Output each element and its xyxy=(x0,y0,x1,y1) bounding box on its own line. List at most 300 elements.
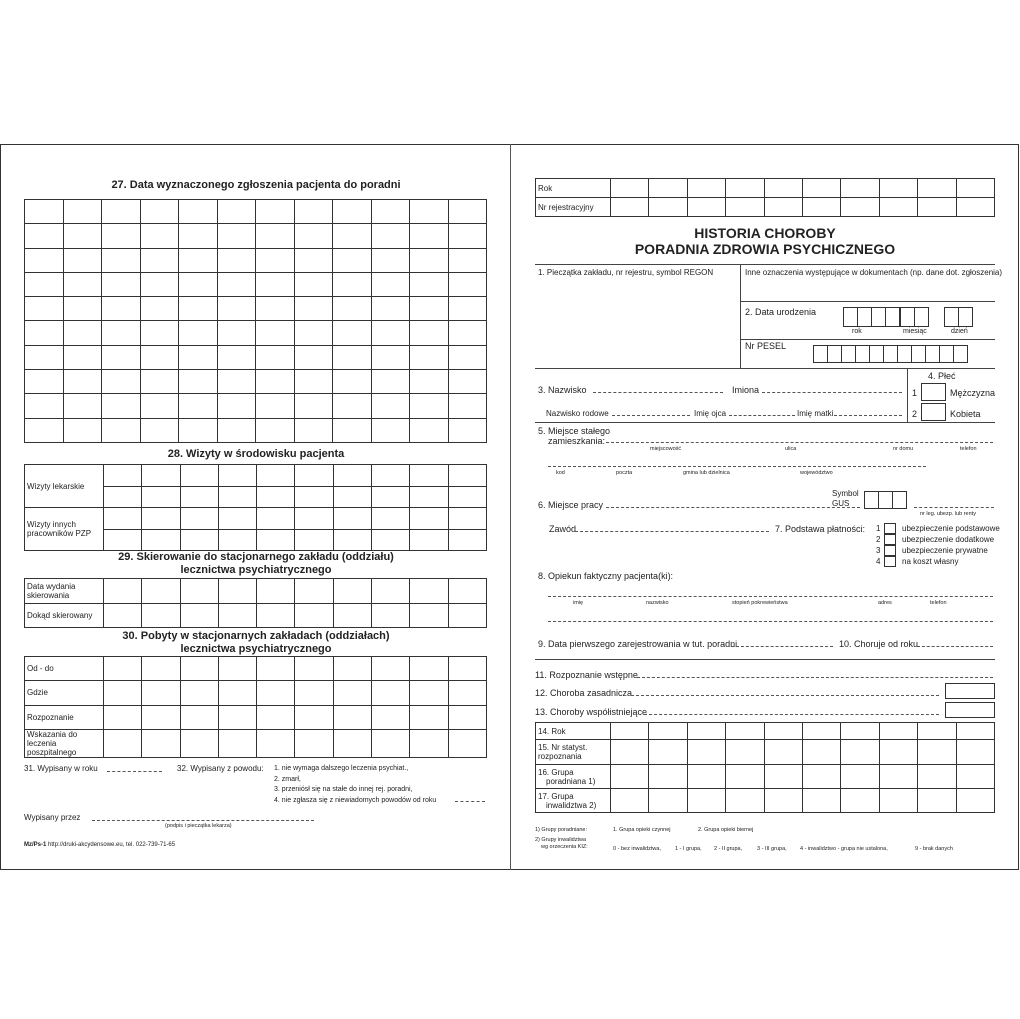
statistics-cell[interactable] xyxy=(611,740,649,765)
referral-cell[interactable] xyxy=(218,579,256,604)
date-cell[interactable] xyxy=(410,418,449,442)
stay-cell[interactable] xyxy=(257,729,295,757)
pesel-cells[interactable] xyxy=(813,345,967,363)
visit-cell[interactable] xyxy=(180,529,218,551)
visit-cell[interactable] xyxy=(180,508,218,530)
date-cell[interactable] xyxy=(256,394,295,418)
payment-option-checkbox[interactable] xyxy=(884,523,896,534)
registration-cell[interactable] xyxy=(802,198,840,217)
date-cell[interactable] xyxy=(256,200,295,224)
date-cell[interactable] xyxy=(410,297,449,321)
statistics-cell[interactable] xyxy=(956,740,994,765)
main-disease-line[interactable] xyxy=(631,695,939,696)
visit-cell[interactable] xyxy=(257,508,295,530)
date-cell[interactable] xyxy=(140,200,179,224)
registration-cell[interactable] xyxy=(918,179,956,198)
date-cell[interactable] xyxy=(371,224,410,248)
stay-cell[interactable] xyxy=(180,729,218,757)
date-cell[interactable] xyxy=(371,297,410,321)
date-cell[interactable] xyxy=(102,200,141,224)
visit-cell[interactable] xyxy=(257,529,295,551)
visit-cell[interactable] xyxy=(218,529,256,551)
date-cell[interactable] xyxy=(63,272,102,296)
visit-cell[interactable] xyxy=(333,465,371,487)
visit-cell[interactable] xyxy=(180,465,218,487)
date-cell[interactable] xyxy=(63,321,102,345)
first-registration-line[interactable] xyxy=(731,646,833,647)
father-name-line[interactable] xyxy=(729,415,795,416)
date-cell[interactable] xyxy=(25,394,64,418)
maiden-name-line[interactable] xyxy=(612,415,690,416)
stay-cell[interactable] xyxy=(372,681,410,705)
date-cell[interactable] xyxy=(217,345,256,369)
date-cell[interactable] xyxy=(140,370,179,394)
visit-cell[interactable] xyxy=(448,465,486,487)
payment-option-checkbox[interactable] xyxy=(884,545,896,556)
date-cell[interactable] xyxy=(448,224,487,248)
visit-cell[interactable] xyxy=(372,486,410,508)
date-cell[interactable] xyxy=(25,248,64,272)
pesel-digit-cell[interactable] xyxy=(911,345,926,363)
registration-cell[interactable] xyxy=(649,179,687,198)
registration-cell[interactable] xyxy=(841,198,879,217)
statistics-cell[interactable] xyxy=(726,740,764,765)
stay-cell[interactable] xyxy=(142,705,180,729)
stay-cell[interactable] xyxy=(218,657,256,681)
pesel-digit-cell[interactable] xyxy=(869,345,884,363)
visit-cell[interactable] xyxy=(295,529,333,551)
date-cell[interactable] xyxy=(63,200,102,224)
statistics-cell[interactable] xyxy=(687,723,725,740)
stay-cell[interactable] xyxy=(333,729,371,757)
date-cell[interactable] xyxy=(140,321,179,345)
referral-cell[interactable] xyxy=(218,603,256,628)
stay-cell[interactable] xyxy=(180,657,218,681)
initial-diagnosis-line[interactable] xyxy=(637,677,993,678)
date-cell[interactable] xyxy=(63,370,102,394)
date-cell[interactable] xyxy=(448,321,487,345)
statistics-cell[interactable] xyxy=(956,789,994,813)
date-cell[interactable] xyxy=(179,418,218,442)
date-cell[interactable] xyxy=(179,272,218,296)
visit-cell[interactable] xyxy=(218,486,256,508)
date-cell[interactable] xyxy=(25,272,64,296)
date-cell[interactable] xyxy=(333,345,372,369)
date-cell[interactable] xyxy=(25,200,64,224)
referral-cell[interactable] xyxy=(372,603,410,628)
registration-cell[interactable] xyxy=(918,198,956,217)
registration-cell[interactable] xyxy=(879,179,917,198)
statistics-cell[interactable] xyxy=(649,740,687,765)
date-cell[interactable] xyxy=(179,394,218,418)
insurance-no-line[interactable] xyxy=(914,507,994,508)
statistics-cell[interactable] xyxy=(649,723,687,740)
visit-cell[interactable] xyxy=(104,486,142,508)
stay-cell[interactable] xyxy=(218,705,256,729)
date-cell[interactable] xyxy=(102,321,141,345)
date-cell[interactable] xyxy=(217,418,256,442)
date-cell[interactable] xyxy=(410,248,449,272)
date-cell[interactable] xyxy=(371,418,410,442)
statistics-cell[interactable] xyxy=(611,765,649,789)
stay-cell[interactable] xyxy=(410,729,448,757)
date-cell[interactable] xyxy=(256,248,295,272)
visit-cell[interactable] xyxy=(448,486,486,508)
stay-cell[interactable] xyxy=(372,705,410,729)
referral-cell[interactable] xyxy=(333,603,371,628)
date-cell[interactable] xyxy=(256,297,295,321)
registration-cell[interactable] xyxy=(956,179,994,198)
stay-cell[interactable] xyxy=(448,681,486,705)
main-disease-code-box[interactable] xyxy=(945,683,995,699)
visit-cell[interactable] xyxy=(295,486,333,508)
stay-cell[interactable] xyxy=(333,705,371,729)
visit-cell[interactable] xyxy=(410,486,448,508)
statistics-cell[interactable] xyxy=(879,723,917,740)
guardian-line-1[interactable] xyxy=(548,596,993,597)
first-names-line[interactable] xyxy=(762,392,902,393)
visit-cell[interactable] xyxy=(372,508,410,530)
date-cell[interactable] xyxy=(63,248,102,272)
stay-cell[interactable] xyxy=(218,681,256,705)
address-line-1[interactable] xyxy=(606,442,993,443)
referral-cell[interactable] xyxy=(180,603,218,628)
registration-cell[interactable] xyxy=(764,179,802,198)
date-cell[interactable] xyxy=(140,345,179,369)
stay-cell[interactable] xyxy=(257,657,295,681)
date-cell[interactable] xyxy=(448,345,487,369)
statistics-cell[interactable] xyxy=(841,723,879,740)
date-cell[interactable] xyxy=(63,394,102,418)
stay-cell[interactable] xyxy=(295,681,333,705)
stay-cell[interactable] xyxy=(372,729,410,757)
date-cell[interactable] xyxy=(333,370,372,394)
ill-since-line[interactable] xyxy=(917,646,993,647)
visit-cell[interactable] xyxy=(104,465,142,487)
visit-cell[interactable] xyxy=(142,508,180,530)
stay-cell[interactable] xyxy=(142,681,180,705)
statistics-cell[interactable] xyxy=(956,765,994,789)
stay-cell[interactable] xyxy=(333,657,371,681)
stay-cell[interactable] xyxy=(333,681,371,705)
date-cell[interactable] xyxy=(448,394,487,418)
date-cell[interactable] xyxy=(448,297,487,321)
date-cell[interactable] xyxy=(25,224,64,248)
statistics-cell[interactable] xyxy=(764,789,802,813)
date-cell[interactable] xyxy=(140,297,179,321)
statistics-cell[interactable] xyxy=(918,789,956,813)
date-cell[interactable] xyxy=(63,345,102,369)
referral-cell[interactable] xyxy=(142,579,180,604)
date-cell[interactable] xyxy=(25,370,64,394)
stay-cell[interactable] xyxy=(410,681,448,705)
stay-cell[interactable] xyxy=(104,681,142,705)
mother-name-line[interactable] xyxy=(834,415,902,416)
statistics-cell[interactable] xyxy=(918,723,956,740)
referral-cell[interactable] xyxy=(448,579,486,604)
date-cell[interactable] xyxy=(410,272,449,296)
stay-cell[interactable] xyxy=(104,705,142,729)
referral-cell[interactable] xyxy=(104,603,142,628)
payment-option-checkbox[interactable] xyxy=(884,556,896,567)
stay-cell[interactable] xyxy=(295,729,333,757)
stay-cell[interactable] xyxy=(257,705,295,729)
date-cell[interactable] xyxy=(217,200,256,224)
date-cell[interactable] xyxy=(102,394,141,418)
registration-cell[interactable] xyxy=(611,179,649,198)
date-cell[interactable] xyxy=(333,297,372,321)
date-cell[interactable] xyxy=(371,272,410,296)
statistics-cell[interactable] xyxy=(918,740,956,765)
birth-day-cells[interactable] xyxy=(944,307,972,327)
registration-cell[interactable] xyxy=(687,198,725,217)
date-cell[interactable] xyxy=(140,248,179,272)
referral-cell[interactable] xyxy=(295,579,333,604)
date-cell[interactable] xyxy=(102,370,141,394)
registration-cell[interactable] xyxy=(649,198,687,217)
date-cell[interactable] xyxy=(102,272,141,296)
birth-month-cells[interactable] xyxy=(900,307,928,327)
stay-cell[interactable] xyxy=(180,705,218,729)
statistics-cell[interactable] xyxy=(649,789,687,813)
visit-cell[interactable] xyxy=(295,508,333,530)
date-cell[interactable] xyxy=(371,345,410,369)
statistics-cell[interactable] xyxy=(879,740,917,765)
date-cell[interactable] xyxy=(256,370,295,394)
visit-cell[interactable] xyxy=(180,486,218,508)
visit-cell[interactable] xyxy=(218,508,256,530)
date-cell[interactable] xyxy=(294,224,333,248)
date-cell[interactable] xyxy=(217,321,256,345)
registration-cell[interactable] xyxy=(611,198,649,217)
date-cell[interactable] xyxy=(448,248,487,272)
comorbidities-code-box[interactable] xyxy=(945,702,995,718)
date-cell[interactable] xyxy=(256,418,295,442)
referral-cell[interactable] xyxy=(180,579,218,604)
statistics-cell[interactable] xyxy=(611,789,649,813)
pesel-digit-cell[interactable] xyxy=(841,345,856,363)
date-cell[interactable] xyxy=(410,394,449,418)
address-line-2[interactable] xyxy=(548,466,926,467)
statistics-cell[interactable] xyxy=(802,765,840,789)
sex-female-checkbox[interactable] xyxy=(921,403,946,421)
date-cell[interactable] xyxy=(217,297,256,321)
date-cell[interactable] xyxy=(294,272,333,296)
registration-cell[interactable] xyxy=(802,179,840,198)
statistics-cell[interactable] xyxy=(841,765,879,789)
sex-male-checkbox[interactable] xyxy=(921,383,946,401)
statistics-cell[interactable] xyxy=(841,740,879,765)
date-cell[interactable] xyxy=(294,321,333,345)
pesel-digit-cell[interactable] xyxy=(939,345,954,363)
date-cell[interactable] xyxy=(294,418,333,442)
discharged-by-line[interactable] xyxy=(92,820,314,821)
gus-symbol-cells[interactable] xyxy=(864,491,906,509)
date-cell[interactable] xyxy=(410,321,449,345)
referral-cell[interactable] xyxy=(257,603,295,628)
date-cell[interactable] xyxy=(410,200,449,224)
visit-cell[interactable] xyxy=(142,465,180,487)
statistics-cell[interactable] xyxy=(726,789,764,813)
surname-line[interactable] xyxy=(593,392,723,393)
stay-cell[interactable] xyxy=(295,657,333,681)
date-cell[interactable] xyxy=(63,297,102,321)
stay-cell[interactable] xyxy=(104,657,142,681)
date-cell[interactable] xyxy=(256,321,295,345)
date-cell[interactable] xyxy=(371,200,410,224)
date-cell[interactable] xyxy=(333,248,372,272)
date-cell[interactable] xyxy=(25,321,64,345)
statistics-cell[interactable] xyxy=(879,789,917,813)
visit-cell[interactable] xyxy=(410,465,448,487)
statistics-cell[interactable] xyxy=(764,723,802,740)
visit-cell[interactable] xyxy=(142,529,180,551)
pesel-digit-cell[interactable] xyxy=(897,345,912,363)
visit-cell[interactable] xyxy=(372,529,410,551)
statistics-cell[interactable] xyxy=(764,765,802,789)
stay-cell[interactable] xyxy=(448,657,486,681)
field-31-line[interactable] xyxy=(107,771,162,772)
date-cell[interactable] xyxy=(333,418,372,442)
statistics-cell[interactable] xyxy=(802,789,840,813)
registration-cell[interactable] xyxy=(764,198,802,217)
registration-cell[interactable] xyxy=(687,179,725,198)
statistics-cell[interactable] xyxy=(726,723,764,740)
date-cell[interactable] xyxy=(140,272,179,296)
referral-cell[interactable] xyxy=(410,603,448,628)
stay-cell[interactable] xyxy=(142,729,180,757)
visit-cell[interactable] xyxy=(372,465,410,487)
date-cell[interactable] xyxy=(371,248,410,272)
date-cell[interactable] xyxy=(63,224,102,248)
date-cell[interactable] xyxy=(25,418,64,442)
stay-cell[interactable] xyxy=(295,705,333,729)
pesel-digit-cell[interactable] xyxy=(813,345,828,363)
date-cell[interactable] xyxy=(333,272,372,296)
registration-cell[interactable] xyxy=(956,198,994,217)
statistics-cell[interactable] xyxy=(687,740,725,765)
date-cell[interactable] xyxy=(256,345,295,369)
date-cell[interactable] xyxy=(448,272,487,296)
visit-cell[interactable] xyxy=(448,508,486,530)
visit-cell[interactable] xyxy=(257,486,295,508)
date-cell[interactable] xyxy=(294,248,333,272)
pesel-digit-cell[interactable] xyxy=(925,345,940,363)
stay-cell[interactable] xyxy=(180,681,218,705)
stay-cell[interactable] xyxy=(448,729,486,757)
guardian-line-2[interactable] xyxy=(548,621,993,622)
visit-cell[interactable] xyxy=(295,465,333,487)
stay-cell[interactable] xyxy=(372,657,410,681)
date-cell[interactable] xyxy=(333,224,372,248)
statistics-cell[interactable] xyxy=(726,765,764,789)
date-cell[interactable] xyxy=(217,272,256,296)
statistics-cell[interactable] xyxy=(649,765,687,789)
pesel-digit-cell[interactable] xyxy=(827,345,842,363)
date-cell[interactable] xyxy=(179,321,218,345)
pesel-digit-cell[interactable] xyxy=(883,345,898,363)
date-cell[interactable] xyxy=(102,297,141,321)
date-cell[interactable] xyxy=(333,394,372,418)
date-cell[interactable] xyxy=(179,297,218,321)
date-cell[interactable] xyxy=(102,345,141,369)
date-cell[interactable] xyxy=(217,370,256,394)
date-cell[interactable] xyxy=(102,224,141,248)
visit-cell[interactable] xyxy=(218,465,256,487)
visit-cell[interactable] xyxy=(257,465,295,487)
date-cell[interactable] xyxy=(179,248,218,272)
date-cell[interactable] xyxy=(63,418,102,442)
statistics-cell[interactable] xyxy=(611,723,649,740)
referral-cell[interactable] xyxy=(295,603,333,628)
visit-cell[interactable] xyxy=(333,508,371,530)
registration-cell[interactable] xyxy=(726,198,764,217)
stay-cell[interactable] xyxy=(448,705,486,729)
stay-cell[interactable] xyxy=(104,729,142,757)
referral-cell[interactable] xyxy=(372,579,410,604)
date-cell[interactable] xyxy=(371,370,410,394)
visit-cell[interactable] xyxy=(448,529,486,551)
date-cell[interactable] xyxy=(25,297,64,321)
statistics-cell[interactable] xyxy=(802,723,840,740)
date-cell[interactable] xyxy=(294,370,333,394)
statistics-cell[interactable] xyxy=(802,740,840,765)
statistics-cell[interactable] xyxy=(918,765,956,789)
registration-cell[interactable] xyxy=(879,198,917,217)
visit-cell[interactable] xyxy=(142,486,180,508)
date-cell[interactable] xyxy=(256,272,295,296)
visit-cell[interactable] xyxy=(410,508,448,530)
referral-cell[interactable] xyxy=(142,603,180,628)
date-cell[interactable] xyxy=(333,321,372,345)
date-cell[interactable] xyxy=(217,224,256,248)
registration-cell[interactable] xyxy=(841,179,879,198)
pesel-digit-cell[interactable] xyxy=(855,345,870,363)
date-cell[interactable] xyxy=(294,297,333,321)
date-cell[interactable] xyxy=(410,224,449,248)
visit-cell[interactable] xyxy=(104,529,142,551)
visit-cell[interactable] xyxy=(333,529,371,551)
referral-cell[interactable] xyxy=(257,579,295,604)
date-cell[interactable] xyxy=(25,345,64,369)
date-cell[interactable] xyxy=(448,418,487,442)
referral-cell[interactable] xyxy=(448,603,486,628)
date-cell[interactable] xyxy=(179,345,218,369)
birth-year-cells[interactable] xyxy=(843,307,899,327)
date-cell[interactable] xyxy=(448,200,487,224)
workplace-line[interactable] xyxy=(606,507,860,508)
statistics-cell[interactable] xyxy=(956,723,994,740)
visit-cell[interactable] xyxy=(333,486,371,508)
statistics-cell[interactable] xyxy=(764,740,802,765)
pesel-digit-cell[interactable] xyxy=(953,345,968,363)
stay-cell[interactable] xyxy=(142,657,180,681)
stay-cell[interactable] xyxy=(410,705,448,729)
date-cell[interactable] xyxy=(140,224,179,248)
date-cell[interactable] xyxy=(410,345,449,369)
statistics-cell[interactable] xyxy=(687,789,725,813)
registration-cell[interactable] xyxy=(726,179,764,198)
referral-cell[interactable] xyxy=(333,579,371,604)
stay-cell[interactable] xyxy=(257,681,295,705)
comorbidities-line[interactable] xyxy=(644,714,939,715)
statistics-cell[interactable] xyxy=(879,765,917,789)
date-cell[interactable] xyxy=(217,394,256,418)
date-cell[interactable] xyxy=(371,321,410,345)
stay-cell[interactable] xyxy=(410,657,448,681)
field-32-year-line[interactable] xyxy=(455,801,485,802)
date-cell[interactable] xyxy=(256,224,295,248)
